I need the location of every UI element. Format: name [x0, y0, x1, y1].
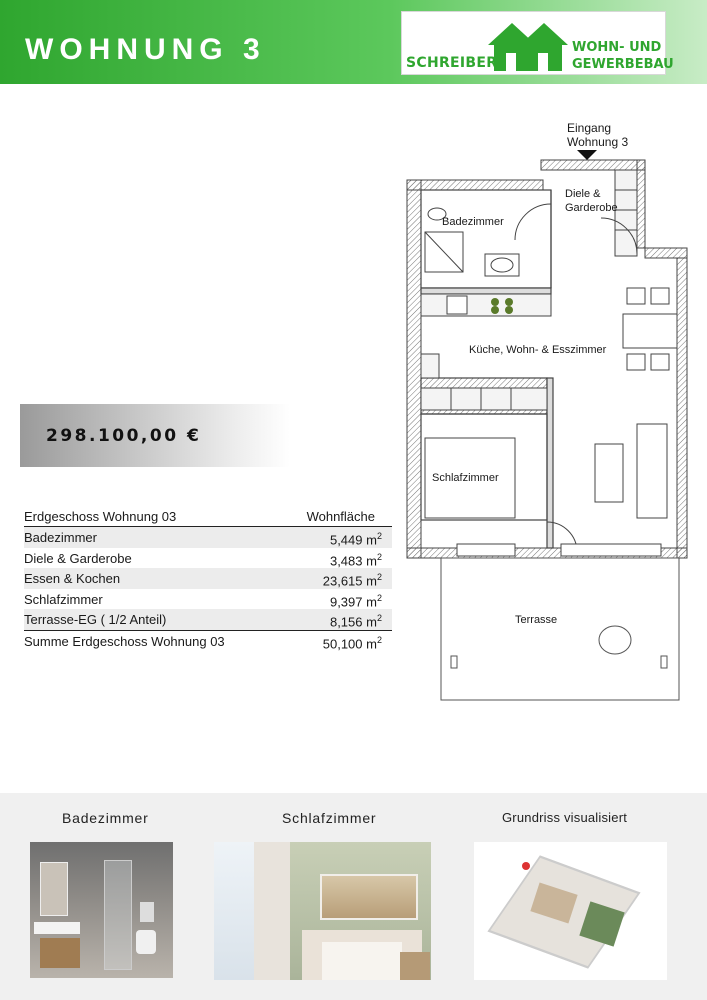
area-table-header-name: Erdgeschoss Wohnung 03 [24, 509, 177, 524]
room-name: Schlafzimmer [24, 591, 103, 607]
3d-floorplan-render [474, 842, 667, 980]
gallery-label-bedroom: Schlafzimmer [282, 810, 377, 826]
gallery-label-bath: Badezimmer [62, 810, 149, 826]
room-name: Essen & Kochen [24, 571, 121, 586]
logo-text-line1: WOHN- UND [572, 40, 662, 55]
gallery-label-floorplan: Grundriss visualisiert [502, 810, 628, 825]
room-label-diele: Diele & Garderobe [565, 188, 618, 214]
bedroom-photo [214, 842, 431, 980]
room-label-kueche: Küche, Wohn- & Esszimmer [469, 344, 607, 356]
room-area: 3,483 $m^2$ [329, 551, 382, 568]
room-name: Badezimmer [24, 530, 97, 545]
room-area: 23,615 $m^2$ [322, 572, 382, 589]
table-row [24, 589, 392, 610]
room-label-schlaf: Schlafzimmer [432, 472, 499, 484]
entrance-arrow-icon [577, 150, 597, 160]
page-title: WOHNUNG 3 [25, 33, 266, 66]
table-row-total [24, 630, 392, 651]
room-label-bad: Badezimmer [442, 216, 504, 228]
room-label-terrasse: Terrasse [515, 614, 558, 626]
bathroom-photo [30, 842, 173, 978]
logo-text-schreiber: SCHREIBER [406, 55, 498, 71]
house-logo-icon [486, 15, 572, 73]
room-area: 8,156 $m^2$ [329, 613, 382, 630]
total-name: Summe Erdgeschoss Wohnung 03 [24, 633, 225, 649]
dining-set [623, 288, 677, 370]
price-value: 298.100,00 € [46, 426, 202, 446]
table-row [24, 568, 392, 589]
living-furniture [595, 424, 667, 518]
price-banner [20, 404, 290, 467]
company-logo [401, 11, 674, 75]
terrace-outline [441, 558, 679, 700]
terrace-table [599, 626, 631, 654]
area-table-header-value: Wohnfläche [306, 509, 375, 524]
room-name: Diele & Garderobe [24, 550, 132, 566]
table-row [24, 609, 392, 630]
table-row [24, 548, 392, 569]
kitchen-sink [447, 296, 467, 314]
header-banner [0, 0, 707, 84]
room-area: 9,397 $m^2$ [329, 592, 382, 609]
area-table-header [24, 507, 392, 527]
room-name: Terrasse-EG ( 1/2 Anteil) [24, 612, 167, 627]
gallery-strip [0, 793, 707, 1000]
table-row [24, 527, 392, 548]
area-table [24, 507, 392, 650]
room-area: 5,449 $m^2$ [329, 531, 382, 548]
total-area: 50,100 $m^2$ [322, 634, 382, 651]
entrance-label: Eingang Wohnung 3 [567, 121, 629, 149]
logo-text-line2: GEWERBEBAU [572, 57, 674, 72]
